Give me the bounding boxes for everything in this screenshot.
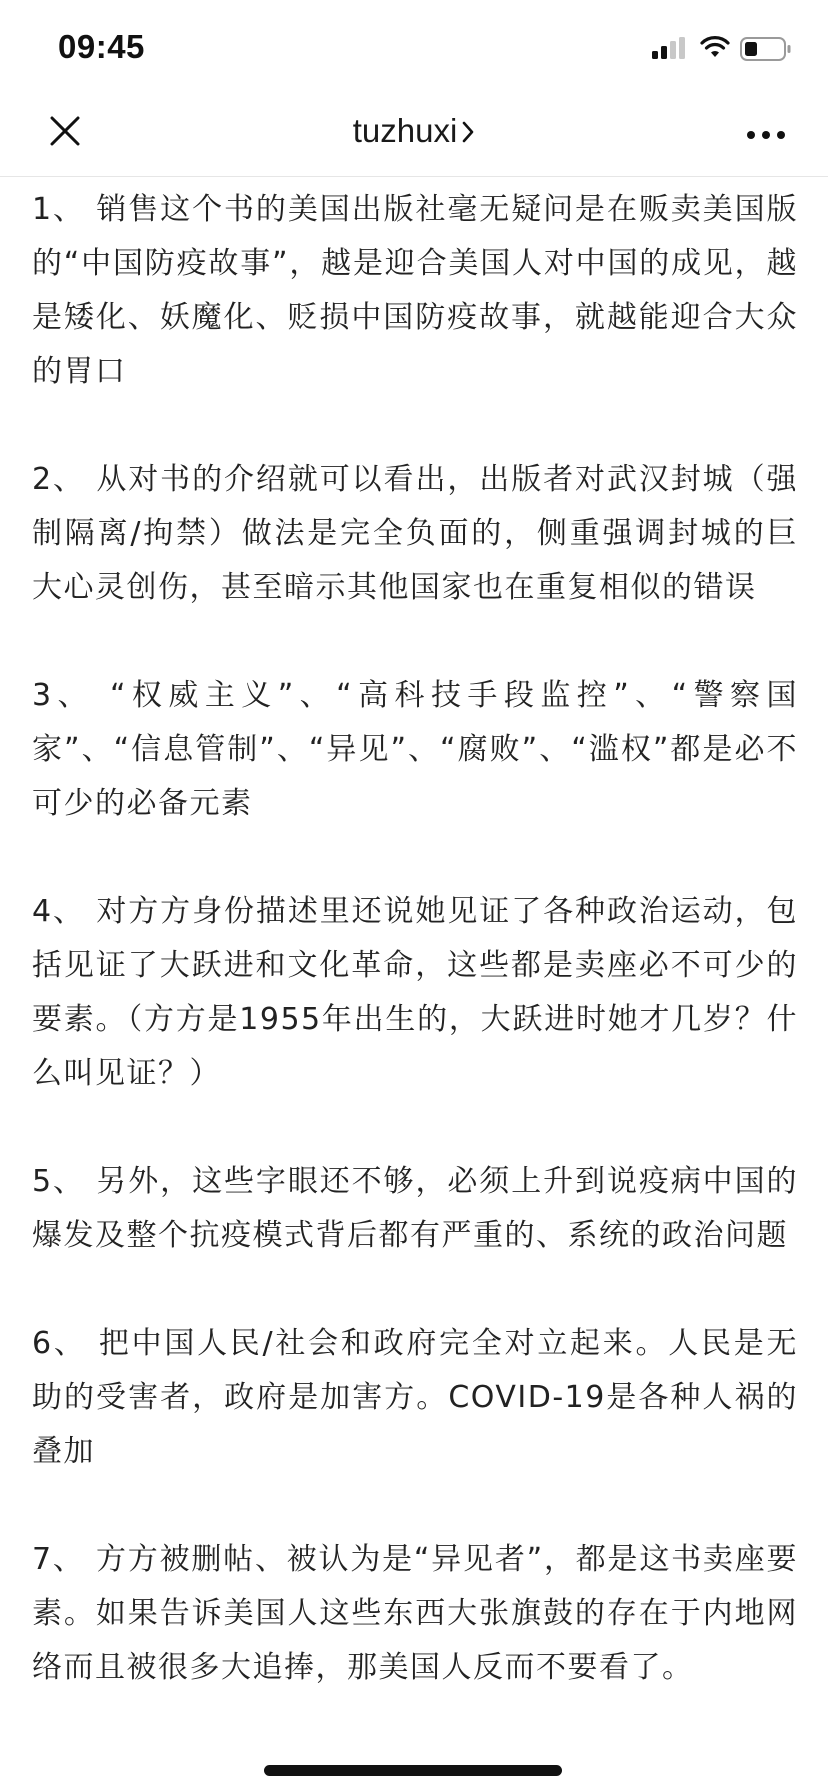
signal-icon [652,37,688,63]
status-time: 09:45 [58,28,145,65]
battery-icon [740,37,792,65]
article-paragraph-3: 3、 “权威主义”、“高科技手段监控”、“警察国家”、“信息管制”、“异见”、“腐败”、“滥权”都是必不可少的必备元素 [32,678,798,821]
nav-bar [0,92,828,177]
chevron-right-icon [461,114,475,152]
article-paragraph-7: 7、 方方被删帖、被认为是“异见者”，都是这书卖座要素。如果告诉美国人这些东西大张旗鼓的存在于内地网络而且被很多大追捧，那美国人反而不要看了。 [32,1542,798,1685]
article-paragraph-2: 2、 从对书的介绍就可以看出，出版者对武汉封城（强制隔离/拘禁）做法是完全负面的，侧重强调封城的巨大心灵创伤，甚至暗示其他国家也在重复相似的错误 [32,462,798,605]
article-paragraph-1: 1、 销售这个书的美国出版社毫无疑问是在贩卖美国版的“中国防疫故事”，越是迎合美国人对中国的成见，越是矮化、妖魔化、贬损中国防疫故事，就越能迎合大众的胃口 [32,192,798,389]
home-indicator[interactable] [264,1765,562,1776]
account-name: tuzhuxi [352,112,458,149]
article-paragraph-6: 6、 把中国人民/社会和政府完全对立起来。人民是无助的受害者，政府是加害方。COVID-19是各种人祸的叠加 [32,1326,798,1469]
status-bar [0,0,828,92]
more-icon [746,125,786,144]
article-paragraph-4: 4、 对方方身份描述里还说她见证了各种政治运动，包括见证了大跃进和文化革命，这些都是卖座必不可少的要素。（方方是1955年出生的，大跃进时她才几岁？什么叫见证？） [32,894,798,1091]
wifi-icon [700,35,730,63]
article-body [32,183,798,1749]
article-paragraph-5: 5、 另外，这些字眼还不够，必须上升到说疫病中国的爆发及整个抗疫模式背后都有严重的、系统的政治问题 [32,1164,798,1253]
more-button[interactable] [738,110,794,158]
account-name-link[interactable] [0,112,828,152]
